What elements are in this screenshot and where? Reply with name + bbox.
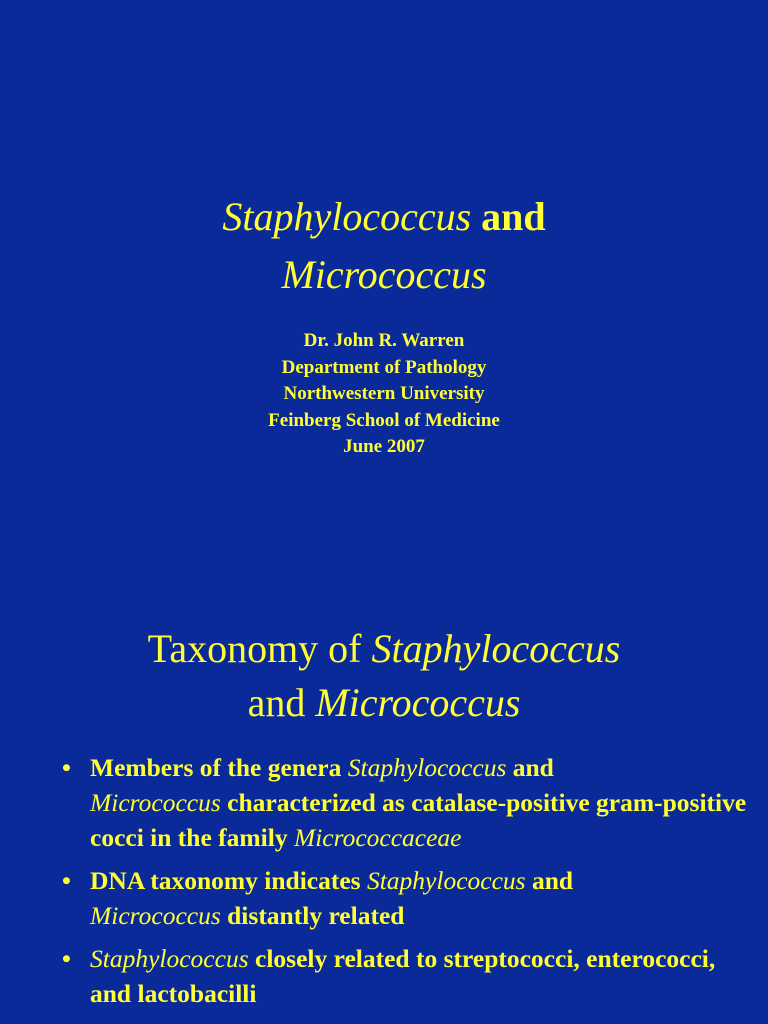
bullet-icon: • xyxy=(62,753,71,782)
genus-term: Staphylococcus xyxy=(90,944,249,973)
presentation-date: June 2007 xyxy=(343,436,425,457)
title-genus-1: Staphylococcus xyxy=(371,626,621,671)
author-department: Department of Pathology xyxy=(281,356,487,378)
taxonomy-slide xyxy=(0,576,768,1024)
title-prefix: Taxonomy of xyxy=(147,626,372,671)
bullet-text: characterized as catalase-positive gram-positive cocci in the family xyxy=(90,788,747,852)
bullet-icon: • xyxy=(62,944,71,973)
bullet-item xyxy=(62,863,762,933)
bullet-text: distantly related xyxy=(220,901,405,930)
bullet-text: DNA taxonomy indicates xyxy=(90,866,367,895)
genus-term: Micrococcus xyxy=(90,901,221,930)
bullet-item xyxy=(62,941,762,1011)
bullet-icon: • xyxy=(62,866,71,895)
title-genus-2: Micrococcus xyxy=(281,252,487,297)
title-line-2 xyxy=(0,676,768,730)
bullet-list xyxy=(62,750,762,1019)
author-block xyxy=(0,328,768,461)
title-genus-2: Micrococcus xyxy=(315,680,521,725)
bullet-text: closely related to streptococci, enterococci, and lactobacilli xyxy=(90,944,716,1008)
bullet-item xyxy=(62,750,762,855)
author-school: Feinberg School of Medicine xyxy=(268,409,500,431)
title-conjunction: and xyxy=(471,194,546,239)
author-university: Northwestern University xyxy=(283,383,485,404)
genus-term: Staphylococcus xyxy=(347,753,507,782)
title-genus-1: Staphylococcus xyxy=(222,194,472,239)
genus-term: Staphylococcus xyxy=(366,866,526,895)
slide-title xyxy=(0,188,768,304)
title-line-1 xyxy=(0,622,768,676)
title-line-2 xyxy=(0,246,768,304)
bullet-text: Members of the genera xyxy=(90,753,348,782)
title-conjunction: and xyxy=(247,680,316,725)
author-name: Dr. John R. Warren xyxy=(303,330,465,351)
title-line-1 xyxy=(0,188,768,246)
family-term: Micrococcaceae xyxy=(293,823,462,852)
genus-term: Micrococcus xyxy=(90,788,221,817)
slide-title xyxy=(0,622,768,730)
bullet-text: and xyxy=(525,866,574,895)
bullet-text: and xyxy=(506,753,554,782)
